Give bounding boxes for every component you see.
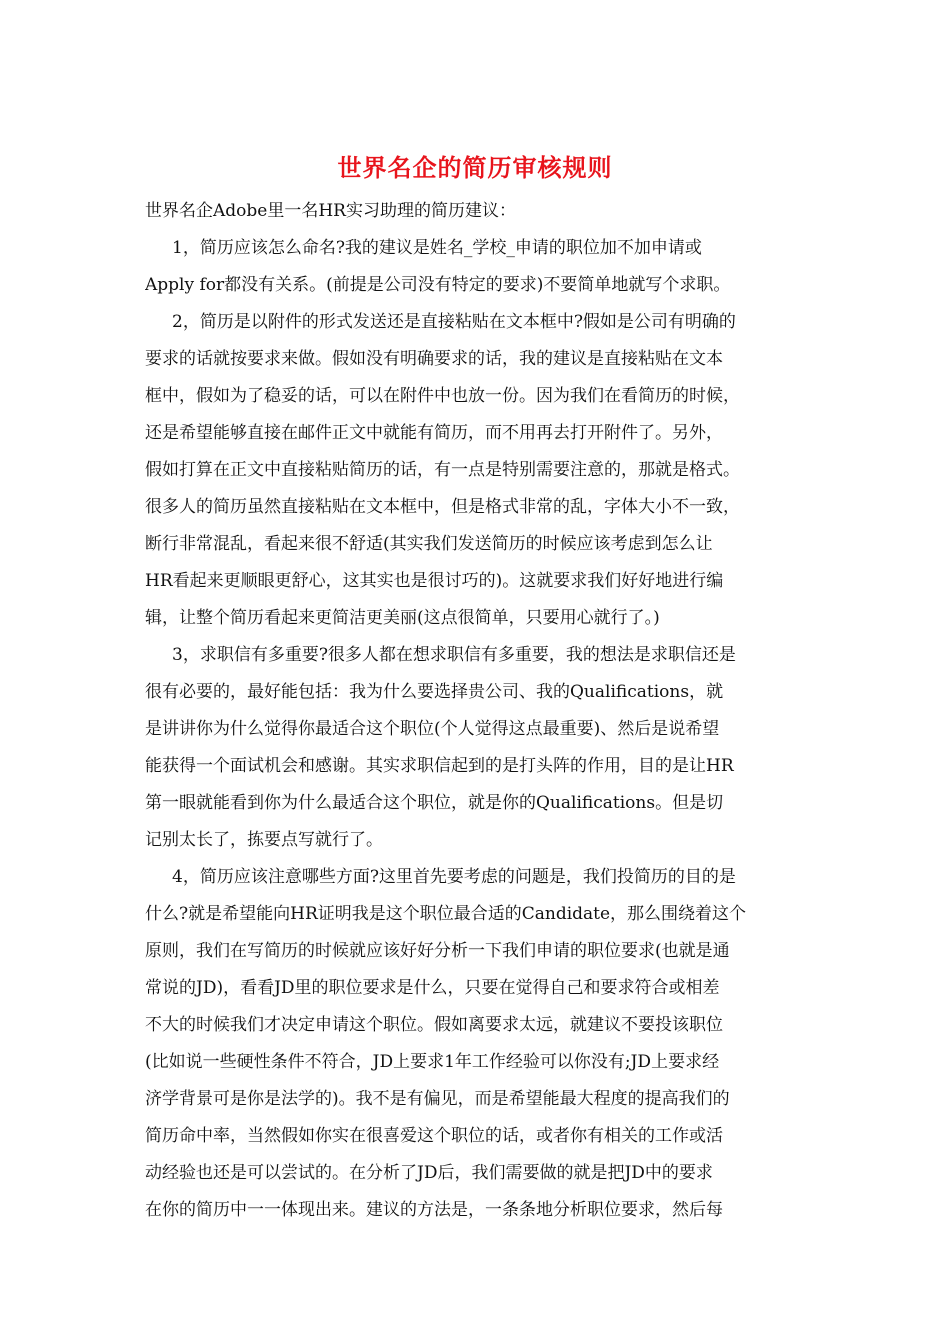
paragraph-line: 什么?就是希望能向HR证明我是这个职位最合适的Candidate，那么围绕着这个 [145, 904, 747, 924]
paragraph-line: (比如说一些硬性条件不符合，JD上要求1年工作经验可以你没有;JD上要求经 [145, 1052, 720, 1072]
paragraph-line: 第一眼就能看到你为什么最适合这个职位，就是你的Qualifications。但是切 [145, 793, 724, 813]
paragraph-line: 世界名企Adobe里一名HR实习助理的简历建议： [145, 201, 516, 221]
paragraph-line: 能获得一个面试机会和感谢。其实求职信起到的是打头阵的作用，目的是让HR [145, 756, 734, 776]
paragraph-line: 断行非常混乱，看起来很不舒适(其实我们发送简历的时候应该考虑到怎么让 [145, 534, 713, 554]
paragraph-line: 要求的话就按要求来做。假如没有明确要求的话，我的建议是直接粘贴在文本 [145, 349, 723, 369]
paragraph-line: 2，简历是以附件的形式发送还是直接粘贴在文本框中?假如是公司有明确的 [172, 312, 736, 332]
paragraph-line: 1，简历应该怎么命名?我的建议是姓名_学校_申请的职位加不加申请或 [172, 238, 702, 258]
paragraph-line: HR看起来更顺眼更舒心，这其实也是很讨巧的)。这就要求我们好好地进行编 [145, 571, 724, 591]
paragraph-line: 很有必要的，最好能包括：我为什么要选择贵公司、我的Qualifications，就 [145, 682, 724, 702]
document-title: 世界名企的简历审核规则 [337, 153, 613, 182]
paragraph-line: 3，求职信有多重要?很多人都在想求职信有多重要，我的想法是求职信还是 [172, 645, 736, 665]
paragraph-line: 简历命中率，当然假如你实在很喜爱这个职位的话，或者你有相关的工作或活 [145, 1126, 723, 1146]
paragraph-line: 常说的JD)，看看JD里的职位要求是什么，只要在觉得自己和要求符合或相差 [145, 978, 720, 998]
paragraph-line: 4，简历应该注意哪些方面?这里首先要考虑的问题是，我们投简历的目的是 [172, 867, 736, 887]
paragraph-line: 是讲讲你为什么觉得你最适合这个职位(个人觉得这点最重要)、然后是说希望 [145, 719, 720, 739]
paragraph-line: 框中，假如为了稳妥的话，可以在附件中也放一份。因为我们在看简历的时候， [145, 386, 740, 406]
paragraph-line: 济学背景可是你是法学的)。我不是有偏见，而是希望能最大程度的提高我们的 [145, 1089, 730, 1109]
paragraph-line: 很多人的简历虽然直接粘贴在文本框中，但是格式非常的乱，字体大小不一致， [145, 497, 740, 517]
paragraph-line: 还是希望能够直接在邮件正文中就能有简历，而不用再去打开附件了。另外， [145, 423, 723, 443]
paragraph-line: 辑，让整个简历看起来更简洁更美丽(这点很简单，只要用心就行了。) [145, 608, 660, 628]
paragraph-line: 动经验也还是可以尝试的。在分析了JD后，我们需要做的就是把JD中的要求 [145, 1163, 713, 1183]
paragraph-line: 假如打算在正文中直接粘贴简历的话，有一点是特别需要注意的，那就是格式。 [145, 460, 740, 480]
paragraph-line: Apply for都没有关系。(前提是公司没有特定的要求)不要简单地就写个求职。 [145, 275, 731, 295]
paragraph-line: 在你的简历中一一体现出来。建议的方法是，一条条地分析职位要求，然后每 [145, 1200, 723, 1220]
paragraph-line: 原则，我们在写简历的时候就应该好好分析一下我们申请的职位要求(也就是通 [145, 941, 730, 961]
paragraph-line: 记别太长了，拣要点写就行了。 [145, 830, 383, 850]
paragraph-line: 不大的时候我们才决定申请这个职位。假如离要求太远，就建议不要投该职位 [145, 1015, 723, 1035]
